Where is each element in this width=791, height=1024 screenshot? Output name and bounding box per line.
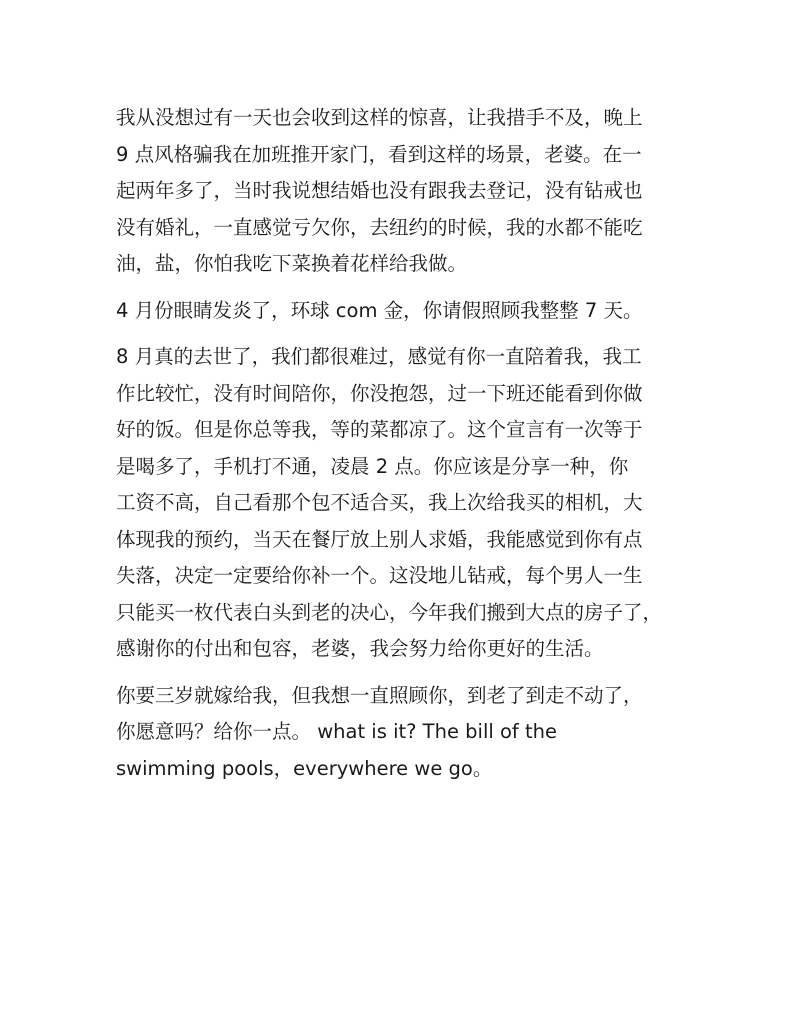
text-line: 是喝多了，手机打不通，凌晨 2 点。你应该是分享一种，你: [116, 454, 629, 478]
text-line: 9 点风格骗我在加班推开家门，看到这样的场景，老婆。在一: [116, 142, 642, 166]
document-body: [116, 100, 696, 797]
paragraph-1: [116, 100, 696, 283]
text-line: 油，盐，你怕我吃下菜换着花样给我做。: [116, 252, 468, 275]
text-line: 作比较忙，没有时间陪你，你没抱怨，过一下班还能看到你做: [116, 381, 643, 405]
text-line: 感谢你的付出和包容，老婆，我会努力给你更好的生活。: [116, 637, 604, 660]
text-line: swimming pools，everywhere we go。: [116, 756, 493, 780]
text-line: 失落，决定一定要给你补一个。这没地儿钻戒，每个男人一生: [116, 564, 643, 587]
text-line: 没有婚礼，一直感觉亏欠你，去纽约的时候，我的水都不能吃: [116, 215, 643, 239]
text-line: 只能买一枚代表白头到老的决心，今年我们搬到大点的房子了，: [116, 600, 663, 624]
text-line: 你要三岁就嫁给我，但我想一直照顾你，到老了到走不动了，: [116, 683, 643, 707]
text-line: 起两年多了，当时我说想结婚也没有跟我去登记，没有钻戒也: [116, 179, 643, 202]
text-line: 8 月真的去世了，我们都很难过，感觉有你一直陪着我，我工: [116, 345, 642, 368]
paragraph-2: [116, 293, 696, 330]
text-line: 工资不高，自己看那个包不适合买，我上次给我买的相机，大: [116, 491, 643, 514]
text-line: 我从没想过有一天也会收到这样的惊喜，让我措手不及，晚上: [116, 106, 643, 129]
text-line: 好的饭。但是你总等我，等的菜都凉了。这个宣言有一次等于: [116, 418, 643, 441]
paragraph-3: [116, 339, 696, 668]
paragraph-4: [116, 678, 696, 788]
text-line: 你愿意吗？给你一点。 what is it? The bill of the: [116, 720, 557, 743]
text-line: 体现我的预约，当天在餐厅放上别人求婚，我能感觉到你有点: [116, 527, 643, 551]
text-line: 4 月份眼睛发炎了，环球 com 金，你请假照顾我整整 7 天。: [116, 298, 643, 322]
